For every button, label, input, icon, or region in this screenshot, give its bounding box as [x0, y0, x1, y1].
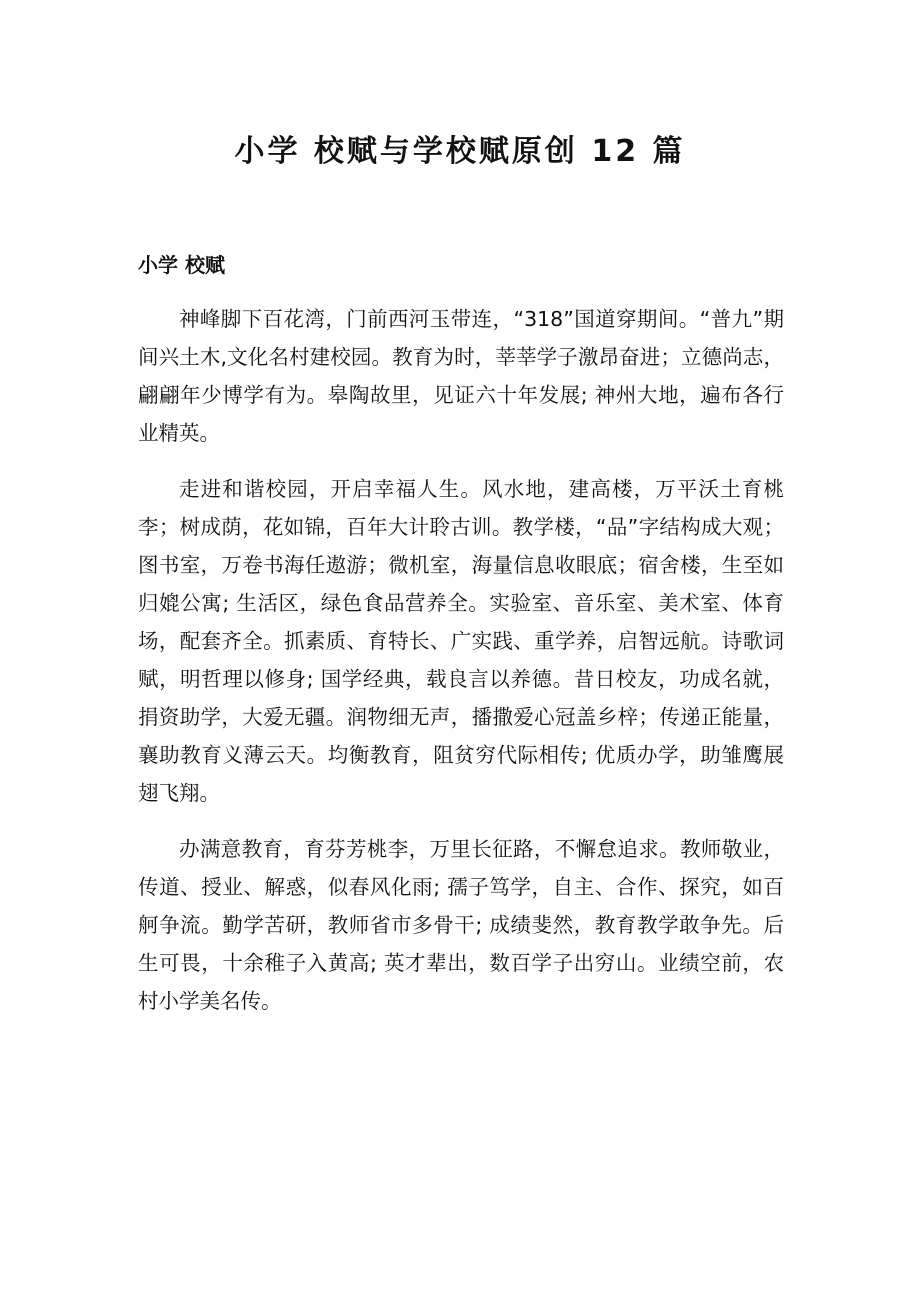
paragraph-1: 神峰脚下百花湾，门前西河玉带连，“318”国道穿期间。“普九”期间兴土木,文化名村建校园。教育为时，莘莘学子激昂奋进；立德尚志，翩翩年少博学有为。皋陶故里，见证六十年发展; 神州大地，遍布各行业精英。 — [138, 307, 784, 445]
section-heading: 小学 校赋 — [138, 253, 225, 277]
body-text — [138, 300, 784, 1038]
paragraph-2: 走进和谐校园，开启幸福人生。风水地，建高楼，万平沃土育桃李；树成荫，花如锦，百年大计聆古训。教学楼，“品”字结构成大观；图书室，万卷书海任遨游；微机室，海量信息收眼底；宿舍楼，生至如归媲公寓; 生活区，绿色食品营养全。实验室、音乐室、美术室、体育场，配套齐全。抓素质、育特长、广实践、重学养，启智远航。诗歌词赋，明哲理以修身; 国学经典，载良言以养德。昔日校友，功成名就，捐资助学，大爱无疆。润物细无声，播撒爱心冠盖乡梓；传递正能量，襄助教育义薄云天。均衡教育，阻贫穷代际相传; 优质办学，助雏鹰展翅飞翔。 — [138, 477, 784, 805]
document-title: 小学 校赋与学校赋原创 12 篇 — [234, 134, 686, 169]
paragraph-3: 办满意教育，育芬芳桃李，万里长征路，不懈怠追求。教师敬业，传道、授业、解惑，似春风化雨; 孺子笃学，自主、合作、探究，如百舸争流。勤学苦研，教师省市多骨干; 成绩斐然，教育教学敢争先。后生可畏，十余稚子入黄高; 英才辈出，数百学子出穷山。业绩空前，农村小学美名传。 — [138, 837, 784, 1013]
